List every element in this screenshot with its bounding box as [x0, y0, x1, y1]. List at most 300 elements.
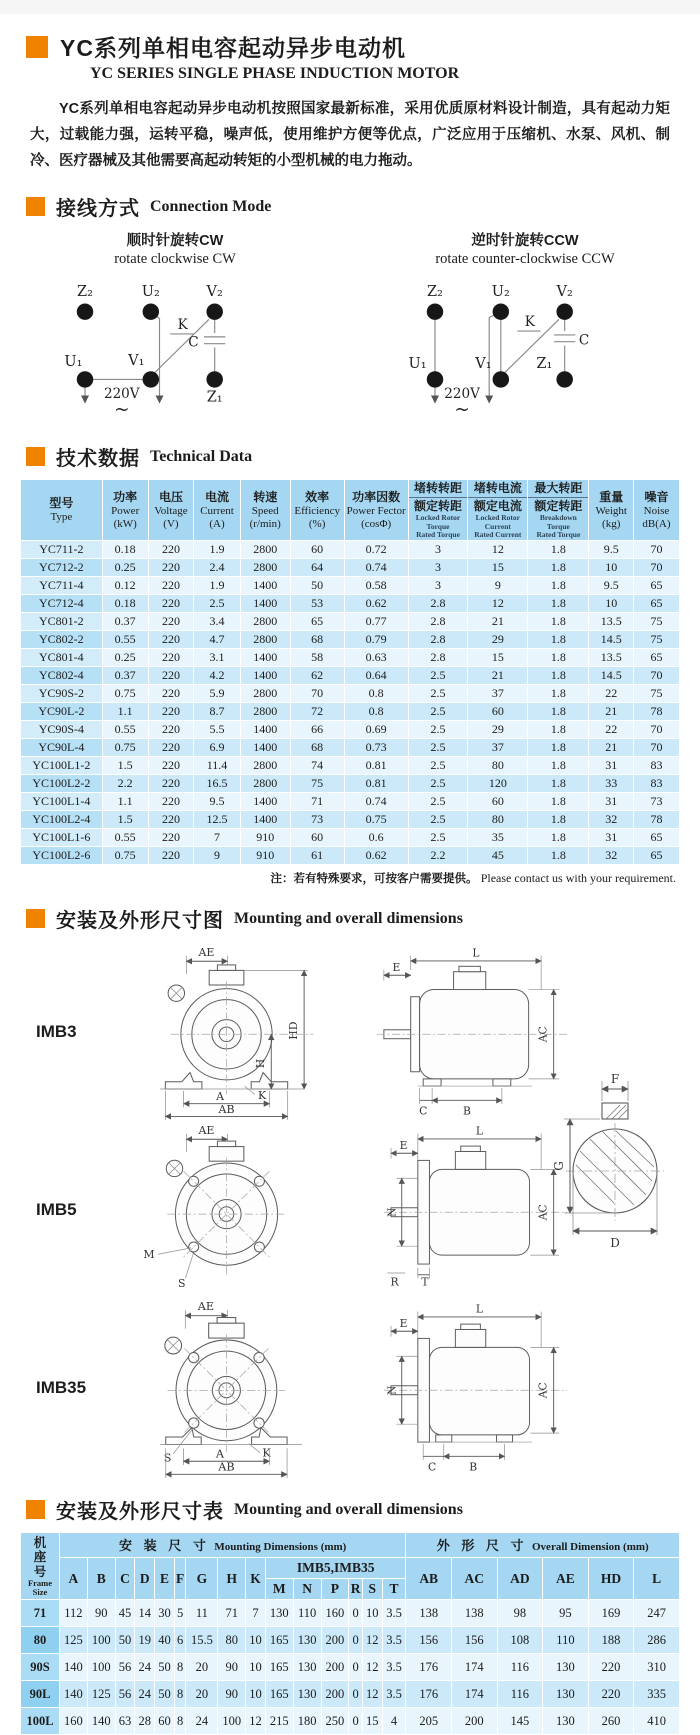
table-row — [21, 667, 679, 684]
data-cell: 1.8 — [528, 703, 588, 720]
data-cell: 80 — [468, 811, 527, 828]
data-cell: 68 — [291, 739, 344, 756]
imb3-front-view — [112, 943, 352, 1121]
data-cell: 220 — [149, 703, 194, 720]
data-cell: 83 — [634, 775, 679, 792]
svg-text:H: H — [253, 1058, 267, 1069]
data-cell: 0.18 — [103, 595, 148, 612]
col-c: C — [116, 1558, 135, 1599]
data-cell: 220 — [149, 541, 194, 558]
data-cell: 1400 — [241, 811, 290, 828]
data-cell: 0.77 — [345, 613, 408, 630]
orange-square-icon — [26, 36, 48, 58]
data-cell: 16.5 — [194, 775, 240, 792]
svg-text:M: M — [143, 1248, 155, 1262]
row-key-cell: YC100L1-4 — [21, 793, 102, 810]
data-cell: 110 — [543, 1627, 588, 1653]
data-cell: 10 — [246, 1681, 265, 1707]
data-cell: 65 — [634, 649, 679, 666]
ac-wave-symbol: ~ — [114, 399, 130, 421]
data-cell: 116 — [498, 1654, 543, 1680]
data-cell: 0.81 — [345, 775, 408, 792]
data-cell: 335 — [634, 1681, 679, 1707]
data-cell: 29 — [468, 631, 527, 648]
col-power: 功率 Power (kW) — [103, 480, 148, 540]
row-key-cell: YC100L2-6 — [21, 847, 102, 864]
table-row — [21, 613, 679, 630]
data-cell: 0.55 — [103, 721, 148, 738]
table-row — [21, 577, 679, 594]
terminal-label: Z₁ — [206, 390, 223, 407]
data-cell: 0.55 — [103, 829, 148, 846]
svg-text:AE: AE — [197, 1300, 214, 1314]
data-cell: 0.74 — [345, 559, 408, 576]
svg-text:L: L — [472, 946, 480, 960]
table-row — [21, 793, 679, 810]
data-cell: 0.64 — [345, 667, 408, 684]
data-cell: 220 — [149, 847, 194, 864]
data-cell: 1400 — [241, 577, 290, 594]
data-cell: 2.2 — [103, 775, 148, 792]
svg-text:L: L — [475, 1302, 484, 1316]
orange-square-icon — [26, 909, 45, 928]
data-cell: 2.5 — [194, 595, 240, 612]
data-cell: 2800 — [241, 631, 290, 648]
data-cell: 31 — [589, 793, 633, 810]
svg-text:A: A — [216, 1090, 225, 1104]
data-cell: 12 — [363, 1627, 382, 1653]
data-cell: 50 — [116, 1627, 135, 1653]
data-cell: 1.9 — [194, 577, 240, 594]
col-locked-rotor-current: 堵转电流 额定电流 Locked Rotor Current Rated Current — [468, 480, 527, 540]
imb35-front-view — [112, 1297, 352, 1479]
data-cell: 75 — [291, 775, 344, 792]
data-cell: 4.7 — [194, 631, 240, 648]
data-cell: 70 — [291, 685, 344, 702]
data-cell: 2.5 — [409, 739, 468, 756]
data-cell: 45 — [468, 847, 527, 864]
data-cell: 1.8 — [528, 811, 588, 828]
ccw-wiring-diagram — [375, 272, 675, 424]
page-title: YC系列单相电容起动异步电动机 — [60, 35, 406, 61]
data-cell: 220 — [149, 739, 194, 756]
data-cell: 70 — [634, 541, 679, 558]
data-cell: 98 — [498, 1600, 543, 1626]
row-key-cell: YC801-4 — [21, 649, 102, 666]
data-cell: 1400 — [241, 595, 290, 612]
cw-wiring-diagram — [25, 272, 325, 424]
row-key-cell: 100L — [21, 1708, 59, 1734]
data-cell: 0.58 — [345, 577, 408, 594]
data-cell: 24 — [135, 1681, 154, 1707]
imb3-label: IMB3 — [36, 1022, 77, 1042]
data-cell: 200 — [322, 1654, 349, 1680]
data-cell: 156 — [406, 1627, 451, 1653]
data-cell: 215 — [266, 1708, 293, 1734]
col-r: R — [349, 1579, 362, 1599]
row-key-cell: YC711-2 — [21, 541, 102, 558]
data-cell: 220 — [149, 577, 194, 594]
data-cell: 1.5 — [103, 757, 148, 774]
svg-text:D: D — [610, 1236, 620, 1251]
table-row — [21, 649, 679, 666]
row-key-cell: YC802-2 — [21, 631, 102, 648]
data-cell: 50 — [291, 577, 344, 594]
ac-wave-symbol: ~ — [454, 399, 470, 421]
svg-text:HD: HD — [286, 1021, 300, 1040]
data-cell: 286 — [634, 1627, 679, 1653]
data-cell: 200 — [452, 1708, 497, 1734]
data-cell: 3.5 — [383, 1627, 406, 1653]
data-cell: 20 — [186, 1681, 217, 1707]
mounting-table-heading-en: Mounting and overall dimensions — [234, 1500, 463, 1518]
terminal-label: V₂ — [206, 284, 223, 301]
row-key-cell: YC100L1-2 — [21, 757, 102, 774]
data-cell: 138 — [406, 1600, 451, 1626]
data-cell: 30 — [155, 1600, 174, 1626]
data-cell: 1.8 — [528, 793, 588, 810]
data-cell: 3 — [409, 559, 468, 576]
data-cell: 0.73 — [345, 739, 408, 756]
data-cell: 1.8 — [528, 685, 588, 702]
data-cell: 14.5 — [589, 631, 633, 648]
data-cell: 8 — [175, 1708, 186, 1734]
data-cell: 10 — [589, 559, 633, 576]
data-cell: 310 — [634, 1654, 679, 1680]
table-row — [21, 541, 679, 558]
data-cell: 14 — [135, 1600, 154, 1626]
imb35-label: IMB35 — [36, 1378, 87, 1398]
data-cell: 80 — [468, 757, 527, 774]
data-cell: 0 — [349, 1708, 362, 1734]
row-key-cell: 80 — [21, 1627, 59, 1653]
col-b: B — [88, 1558, 115, 1599]
ccw-caption-zh: 逆时针旋转CCW — [471, 233, 579, 250]
data-cell: 32 — [589, 847, 633, 864]
data-cell: 4.2 — [194, 667, 240, 684]
row-key-cell: YC711-4 — [21, 577, 102, 594]
svg-text:T: T — [421, 1275, 429, 1289]
data-cell: 12 — [468, 541, 527, 558]
data-cell: 174 — [452, 1681, 497, 1707]
data-cell: 1.8 — [528, 541, 588, 558]
data-cell: 66 — [291, 721, 344, 738]
data-cell: 0.75 — [345, 811, 408, 828]
data-cell: 1.8 — [528, 667, 588, 684]
data-cell: 1400 — [241, 667, 290, 684]
table-row — [21, 1600, 679, 1626]
svg-text:S: S — [163, 1451, 172, 1465]
data-cell: 2800 — [241, 757, 290, 774]
data-cell: 12.5 — [194, 811, 240, 828]
data-cell: 2800 — [241, 685, 290, 702]
data-cell: 0 — [349, 1681, 362, 1707]
data-cell: 64 — [291, 559, 344, 576]
data-cell: 15 — [468, 649, 527, 666]
data-cell: 21 — [468, 613, 527, 630]
imb5-label: IMB5 — [36, 1200, 77, 1220]
data-cell: 5 — [175, 1600, 186, 1626]
data-cell: 0 — [349, 1654, 362, 1680]
data-cell: 75 — [634, 613, 679, 630]
svg-text:S: S — [178, 1277, 186, 1291]
data-cell: 174 — [452, 1654, 497, 1680]
data-cell: 156 — [452, 1627, 497, 1653]
data-cell: 140 — [88, 1708, 115, 1734]
terminal-label: V₂ — [556, 284, 573, 301]
col-g: G — [186, 1558, 217, 1599]
data-cell: 0.69 — [345, 721, 408, 738]
data-cell: 95 — [543, 1600, 588, 1626]
data-cell: 33 — [589, 775, 633, 792]
data-cell: 8.7 — [194, 703, 240, 720]
data-cell: 180 — [294, 1708, 321, 1734]
data-cell: 56 — [116, 1681, 135, 1707]
data-cell: 11 — [186, 1600, 217, 1626]
data-cell: 58 — [291, 649, 344, 666]
row-key-cell: 90S — [21, 1654, 59, 1680]
data-cell: 200 — [322, 1627, 349, 1653]
data-cell: 5.5 — [194, 721, 240, 738]
mounting-diagrams-heading-zh: 安装及外形尺寸图 — [56, 910, 224, 933]
terminal-label: U₂ — [491, 284, 510, 301]
data-cell: 63 — [116, 1708, 135, 1734]
svg-text:F: F — [610, 1072, 620, 1087]
data-cell: 12 — [363, 1681, 382, 1707]
data-cell: 37 — [468, 685, 527, 702]
data-cell: 0.55 — [103, 631, 148, 648]
data-cell: 9.5 — [589, 577, 633, 594]
technical-heading — [26, 442, 700, 471]
col-n: N — [294, 1579, 321, 1599]
row-key-cell: YC100L1-6 — [21, 829, 102, 846]
data-cell: 71 — [218, 1600, 245, 1626]
data-cell: 205 — [406, 1708, 451, 1734]
data-cell: 0.37 — [103, 667, 148, 684]
data-cell: 5.9 — [194, 685, 240, 702]
data-cell: 24 — [186, 1708, 217, 1734]
imb5-front-view — [112, 1121, 352, 1299]
table-note-zh: 注：若有特殊要求，可按客户需要提供。 — [270, 873, 478, 886]
cw-caption-zh: 顺时针旋转CW — [126, 233, 224, 250]
col-speed: 转速 Speed (r/min) — [241, 480, 290, 540]
col-ab: AB — [406, 1558, 451, 1599]
data-cell: 12 — [468, 595, 527, 612]
technical-header-row — [21, 480, 679, 540]
data-cell: 130 — [266, 1600, 293, 1626]
data-cell: 10 — [246, 1627, 265, 1653]
technical-table-wrap — [20, 479, 680, 865]
row-key-cell: 90L — [21, 1681, 59, 1707]
row-key-cell: YC801-2 — [21, 613, 102, 630]
data-cell: 70 — [634, 721, 679, 738]
data-cell: 220 — [149, 613, 194, 630]
group-overall-dimensions: 外 形 尺 寸 Overall Dimension (mm) — [406, 1533, 679, 1557]
terminal-label: Z₂ — [77, 284, 93, 301]
data-cell: 2.5 — [409, 793, 468, 810]
data-cell: 165 — [266, 1654, 293, 1680]
doc-header — [26, 30, 700, 83]
data-cell: 68 — [291, 631, 344, 648]
data-cell: 220 — [149, 793, 194, 810]
data-cell: 260 — [589, 1708, 634, 1734]
data-cell: 65 — [634, 829, 679, 846]
shaft-section-detail — [550, 1061, 690, 1251]
ccw-caption-en: rotate counter-clockwise CCW — [435, 251, 615, 268]
row-key-cell: YC90S-4 — [21, 721, 102, 738]
data-cell: 0.81 — [345, 757, 408, 774]
svg-text:C: C — [419, 1104, 428, 1118]
data-cell: 80 — [218, 1627, 245, 1653]
data-cell: 29 — [468, 721, 527, 738]
data-cell: 32 — [589, 811, 633, 828]
data-cell: 7 — [246, 1600, 265, 1626]
data-cell: 61 — [291, 847, 344, 864]
data-cell: 176 — [406, 1681, 451, 1707]
data-cell: 0.8 — [345, 685, 408, 702]
data-cell: 145 — [498, 1708, 543, 1734]
data-cell: 9 — [194, 847, 240, 864]
data-cell: 2800 — [241, 703, 290, 720]
data-cell: 60 — [468, 793, 527, 810]
data-cell: 60 — [291, 541, 344, 558]
data-cell: 73 — [291, 811, 344, 828]
technical-heading-zh: 技术数据 — [56, 448, 140, 471]
data-cell: 75 — [634, 685, 679, 702]
row-key-cell: YC90L-4 — [21, 739, 102, 756]
data-cell: 0 — [349, 1627, 362, 1653]
data-cell: 220 — [149, 775, 194, 792]
data-cell: 90 — [88, 1600, 115, 1626]
svg-text:N: N — [385, 1207, 399, 1218]
data-cell: 0.25 — [103, 559, 148, 576]
data-cell: 0.75 — [103, 685, 148, 702]
data-cell: 1400 — [241, 649, 290, 666]
data-cell: 75 — [634, 631, 679, 648]
data-cell: 31 — [589, 757, 633, 774]
data-cell: 1.8 — [528, 577, 588, 594]
svg-text:AE: AE — [198, 1123, 215, 1137]
imb35-side-view — [366, 1297, 576, 1479]
mounting-diagrams-heading-en: Mounting and overall dimensions — [234, 909, 463, 927]
col-p: P — [322, 1579, 349, 1599]
data-cell: 83 — [634, 757, 679, 774]
table-row — [21, 847, 679, 864]
data-cell: 56 — [116, 1654, 135, 1680]
data-cell: 3 — [409, 577, 468, 594]
data-cell: 4 — [383, 1708, 406, 1734]
data-cell: 0.62 — [345, 595, 408, 612]
connection-heading-en: Connection Mode — [150, 197, 272, 215]
mounting-diagrams-heading — [26, 904, 700, 933]
data-cell: 11.4 — [194, 757, 240, 774]
table-note-en: Please contact us with your requirement. — [480, 871, 676, 886]
data-cell: 8 — [175, 1681, 186, 1707]
data-cell: 22 — [589, 685, 633, 702]
data-cell: 200 — [322, 1681, 349, 1707]
data-cell: 160 — [60, 1708, 87, 1734]
data-cell: 7 — [194, 829, 240, 846]
svg-text:AC: AC — [536, 1204, 550, 1221]
data-cell: 250 — [322, 1708, 349, 1734]
data-cell: 910 — [241, 847, 290, 864]
data-cell: 65 — [634, 595, 679, 612]
data-cell: 2.8 — [409, 595, 468, 612]
technical-heading-en: Technical Data — [150, 447, 253, 465]
col-s: S — [363, 1579, 382, 1599]
data-cell: 125 — [88, 1681, 115, 1707]
data-cell: 220 — [589, 1681, 634, 1707]
data-cell: 1.8 — [528, 613, 588, 630]
data-cell: 2800 — [241, 613, 290, 630]
col-d: D — [135, 1558, 154, 1599]
col-type: 型号 Type — [21, 480, 102, 540]
data-cell: 60 — [155, 1708, 174, 1734]
col-hd: HD — [589, 1558, 634, 1599]
row-key-cell: 71 — [21, 1600, 59, 1626]
page-top-margin — [0, 0, 700, 14]
data-cell: 1.9 — [194, 541, 240, 558]
capacitor-label: C — [188, 334, 199, 351]
data-cell: 2.8 — [409, 613, 468, 630]
row-key-cell: YC802-4 — [21, 667, 102, 684]
data-cell: 3.5 — [383, 1681, 406, 1707]
data-cell: 220 — [149, 685, 194, 702]
mounting-table-heading — [26, 1495, 700, 1524]
data-cell: 6.9 — [194, 739, 240, 756]
data-cell: 74 — [291, 757, 344, 774]
data-cell: 90 — [218, 1681, 245, 1707]
data-cell: 0.62 — [345, 847, 408, 864]
switch-label: K — [177, 317, 188, 334]
table-note — [0, 870, 676, 886]
data-cell: 220 — [149, 631, 194, 648]
data-cell: 2800 — [241, 541, 290, 558]
col-frame-size: 机座号 Frame Size — [21, 1533, 59, 1599]
data-cell: 71 — [291, 793, 344, 810]
data-cell: 2800 — [241, 775, 290, 792]
data-cell: 9 — [468, 577, 527, 594]
row-key-cell: YC90L-2 — [21, 703, 102, 720]
col-l: L — [634, 1558, 679, 1599]
data-cell: 70 — [634, 739, 679, 756]
svg-text:E: E — [392, 960, 401, 974]
cw-diagram-block — [0, 229, 350, 424]
mounting-header-group-row — [21, 1533, 679, 1557]
data-cell: 65 — [291, 613, 344, 630]
table-row — [21, 757, 679, 774]
mounting-header-letter-row — [21, 1558, 679, 1578]
data-cell: 220 — [149, 811, 194, 828]
supply-label: 220V — [103, 386, 140, 403]
data-cell: 1.8 — [528, 559, 588, 576]
data-cell: 3.1 — [194, 649, 240, 666]
data-cell: 116 — [498, 1681, 543, 1707]
mounting-table-body — [21, 1600, 679, 1734]
col-breakdown-torque: 最大转距 额定转距 Breakdown Torque Rated Torque — [528, 480, 588, 540]
svg-text:A: A — [215, 1447, 224, 1461]
mounting-table — [20, 1532, 680, 1735]
data-cell: 2.5 — [409, 703, 468, 720]
group-mounting-dimensions: 安 装 尺 寸 Mounting Dimensions (mm) — [60, 1533, 405, 1557]
data-cell: 1.5 — [103, 811, 148, 828]
col-voltage: 电压 Voltage (V) — [149, 480, 194, 540]
data-cell: 2.5 — [409, 811, 468, 828]
table-row — [21, 1627, 679, 1653]
data-cell: 247 — [634, 1600, 679, 1626]
data-cell: 65 — [634, 577, 679, 594]
data-cell: 188 — [589, 1627, 634, 1653]
